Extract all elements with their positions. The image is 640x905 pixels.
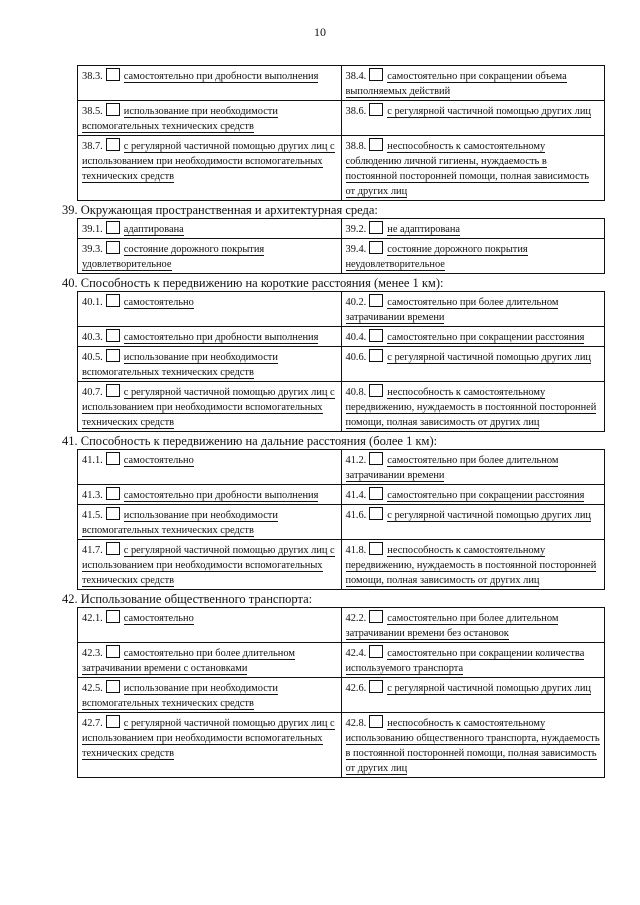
checkbox-icon[interactable] (106, 138, 120, 151)
option-number: 42.7. (82, 718, 103, 729)
option-number: 39.1. (82, 224, 103, 235)
option-label: с регулярной частичной помощью других лиц (387, 683, 591, 694)
option-label: состояние дорожного покрытия неудовлетворительное (345, 244, 528, 270)
option-number: 41.5. (82, 510, 103, 521)
checkbox-icon[interactable] (369, 715, 383, 728)
form-option-39-2 (341, 219, 605, 239)
option-label: самостоятельно (123, 613, 194, 624)
checkbox-icon[interactable] (369, 680, 383, 693)
option-number: 40.8. (345, 387, 367, 398)
checkbox-icon[interactable] (369, 241, 383, 254)
option-label: самостоятельно при более длительном затрачивании времени с остановками (82, 648, 295, 674)
checkbox-icon[interactable] (369, 384, 383, 397)
option-label: с регулярной частичной помощью других лиц с использованием при необходимости вспомогательных технических средств (82, 387, 335, 428)
option-label: самостоятельно при более длительном затрачивании времени (345, 297, 559, 323)
checkbox-icon[interactable] (106, 221, 120, 234)
option-label: с регулярной частичной помощью других лиц (387, 352, 591, 363)
options-table (77, 65, 605, 201)
checkbox-icon[interactable] (369, 68, 383, 81)
option-number: 39.2. (345, 224, 367, 235)
form-option-40-1 (78, 292, 342, 327)
form-option-38-5 (78, 101, 342, 136)
table-row (78, 239, 605, 274)
table-row (78, 643, 605, 678)
form-option-41-4 (341, 485, 605, 505)
option-label: адаптирована (123, 224, 184, 235)
table-row (78, 347, 605, 382)
form-option-40-7 (78, 382, 342, 432)
checkbox-icon[interactable] (106, 294, 120, 307)
option-number: 42.4. (345, 648, 367, 659)
options-table (77, 218, 605, 274)
checkbox-icon[interactable] (369, 294, 383, 307)
form-option-38-6 (341, 101, 605, 136)
option-number: 40.7. (82, 387, 103, 398)
form-option-41-7 (78, 540, 342, 590)
checkbox-icon[interactable] (106, 680, 120, 693)
checkbox-icon[interactable] (369, 329, 383, 342)
form-option-41-5 (78, 505, 342, 540)
checkbox-icon[interactable] (369, 452, 383, 465)
form-option-39-4 (341, 239, 605, 274)
form-option-42-8 (341, 713, 605, 778)
table-row (78, 66, 605, 101)
option-number: 40.2. (345, 297, 367, 308)
section-heading: 39. Окружающая пространственная и архитектурная среда: (62, 203, 378, 217)
option-label: самостоятельно при сокращении количества используемого транспорта (345, 648, 585, 674)
option-number: 41.7. (82, 545, 103, 556)
form-content (58, 65, 605, 778)
option-label: самостоятельно при сокращении расстояния (387, 490, 585, 501)
option-label: состояние дорожного покрытия удовлетворительное (82, 244, 265, 270)
option-label: с регулярной частичной помощью других лиц (387, 106, 591, 117)
table-row (78, 136, 605, 201)
form-option-39-1 (78, 219, 342, 239)
checkbox-icon[interactable] (106, 645, 120, 658)
option-label: использование при необходимости вспомогательных технических средств (82, 683, 278, 709)
option-label: самостоятельно при более длительном затрачивании времени без остановок (345, 613, 559, 639)
form-option-39-3 (78, 239, 342, 274)
form-option-41-1 (78, 450, 342, 485)
table-row (78, 678, 605, 713)
table-row (78, 505, 605, 540)
option-number: 38.6. (345, 106, 367, 117)
option-label: с регулярной частичной помощью других лиц с использованием при необходимости вспомогательных технических средств (82, 141, 335, 182)
option-label: не адаптирована (387, 224, 461, 235)
option-label: самостоятельно при дробности выполнения (123, 490, 319, 501)
option-number: 41.1. (82, 455, 103, 466)
option-number: 42.6. (345, 683, 367, 694)
checkbox-icon[interactable] (106, 487, 120, 500)
form-option-40-6 (341, 347, 605, 382)
option-number: 40.1. (82, 297, 103, 308)
checkbox-icon[interactable] (106, 349, 120, 362)
checkbox-icon[interactable] (106, 329, 120, 342)
option-label: самостоятельно при дробности выполнения (123, 71, 319, 82)
options-table (77, 607, 605, 778)
form-option-38-7 (78, 136, 342, 201)
checkbox-icon[interactable] (369, 138, 383, 151)
form-option-41-3 (78, 485, 342, 505)
options-table (77, 449, 605, 590)
option-label: с регулярной частичной помощью других лиц с использованием при необходимости вспомогательных технических средств (82, 545, 335, 586)
option-number: 42.1. (82, 613, 103, 624)
section-heading: 42. Использование общественного транспорта: (62, 592, 313, 606)
option-number: 41.3. (82, 490, 103, 501)
form-option-38-3 (78, 66, 342, 101)
form-option-40-4 (341, 327, 605, 347)
option-label: неспособность к самостоятельному передвижению, нуждаемость в постоянной посторонней помощи, полная зависимость от других лиц (345, 545, 597, 586)
option-label: самостоятельно (123, 455, 194, 466)
form-option-42-1 (78, 608, 342, 643)
option-number: 40.4. (345, 332, 367, 343)
option-label: неспособность к самостоятельному соблюдению личной гигиены, нуждаемость в постоянной посторонней помощи, полная зависимость от других лиц (345, 141, 590, 197)
option-number: 39.3. (82, 244, 103, 255)
option-label: самостоятельно при сокращении объема выполняемых действий (345, 71, 567, 97)
checkbox-icon[interactable] (369, 349, 383, 362)
checkbox-icon[interactable] (106, 610, 120, 623)
option-number: 38.7. (82, 141, 103, 152)
option-label: самостоятельно при сокращении расстояния (387, 332, 585, 343)
section-heading: 40. Способность к передвижению на короткие расстояния (менее 1 км): (62, 276, 444, 290)
option-number: 38.4. (345, 71, 367, 82)
option-number: 42.5. (82, 683, 103, 694)
option-label: самостоятельно при более длительном затрачивании времени (345, 455, 559, 481)
table-row (78, 382, 605, 432)
form-option-42-6 (341, 678, 605, 713)
option-number: 38.3. (82, 71, 103, 82)
option-label: самостоятельно (123, 297, 194, 308)
options-table (77, 291, 605, 432)
option-number: 41.4. (345, 490, 367, 501)
checkbox-icon[interactable] (369, 542, 383, 555)
form-option-41-6 (341, 505, 605, 540)
checkbox-icon[interactable] (106, 715, 120, 728)
page-number: 10 (314, 25, 326, 39)
checkbox-icon[interactable] (106, 507, 120, 520)
checkbox-icon[interactable] (106, 68, 120, 81)
option-number: 41.2. (345, 455, 367, 466)
form-option-38-4 (341, 66, 605, 101)
option-number: 42.3. (82, 648, 103, 659)
option-label: с регулярной частичной помощью других лиц с использованием при необходимости вспомогательных технических средств (82, 718, 335, 759)
table-row (78, 485, 605, 505)
option-label: неспособность к самостоятельному использованию общественного транспорта, нуждаемость в постоянной посторонней помощи, полная зависимость от других лиц (345, 718, 600, 774)
checkbox-icon[interactable] (369, 487, 383, 500)
option-number: 38.8. (345, 141, 367, 152)
option-number: 39.4. (345, 244, 367, 255)
option-number: 42.2. (345, 613, 367, 624)
checkbox-icon[interactable] (369, 645, 383, 658)
option-number: 42.8. (345, 718, 367, 729)
table-row (78, 327, 605, 347)
form-option-40-3 (78, 327, 342, 347)
option-number: 40.6. (345, 352, 367, 363)
table-row (78, 292, 605, 327)
option-label: использование при необходимости вспомогательных технических средств (82, 106, 278, 132)
form-option-42-4 (341, 643, 605, 678)
option-label: с регулярной частичной помощью других лиц (387, 510, 591, 521)
checkbox-icon[interactable] (106, 241, 120, 254)
form-option-41-2 (341, 450, 605, 485)
form-option-38-8 (341, 136, 605, 201)
option-number: 41.8. (345, 545, 367, 556)
form-option-42-7 (78, 713, 342, 778)
section-heading: 41. Способность к передвижению на дальние расстояния (более 1 км): (62, 434, 438, 448)
option-label: использование при необходимости вспомогательных технических средств (82, 510, 278, 536)
checkbox-icon[interactable] (106, 384, 120, 397)
option-number: 40.3. (82, 332, 103, 343)
option-number: 38.5. (82, 106, 103, 117)
form-option-40-2 (341, 292, 605, 327)
option-number: 40.5. (82, 352, 103, 363)
checkbox-icon[interactable] (369, 103, 383, 116)
table-row (78, 713, 605, 778)
table-row (78, 219, 605, 239)
table-row (78, 101, 605, 136)
checkbox-icon[interactable] (106, 103, 120, 116)
checkbox-icon[interactable] (106, 542, 120, 555)
option-number: 41.6. (345, 510, 367, 521)
form-option-42-5 (78, 678, 342, 713)
checkbox-icon[interactable] (369, 221, 383, 234)
option-label: самостоятельно при дробности выполнения (123, 332, 319, 343)
form-option-42-3 (78, 643, 342, 678)
checkbox-icon[interactable] (106, 452, 120, 465)
table-row (78, 608, 605, 643)
form-option-42-2 (341, 608, 605, 643)
option-label: использование при необходимости вспомогательных технических средств (82, 352, 278, 378)
table-row (78, 450, 605, 485)
table-row (78, 540, 605, 590)
checkbox-icon[interactable] (369, 507, 383, 520)
form-option-40-8 (341, 382, 605, 432)
form-option-41-8 (341, 540, 605, 590)
checkbox-icon[interactable] (369, 610, 383, 623)
form-option-40-5 (78, 347, 342, 382)
option-label: неспособность к самостоятельному передвижению, нуждаемость в постоянной посторонней помощи, полная зависимость от других лиц (345, 387, 597, 428)
